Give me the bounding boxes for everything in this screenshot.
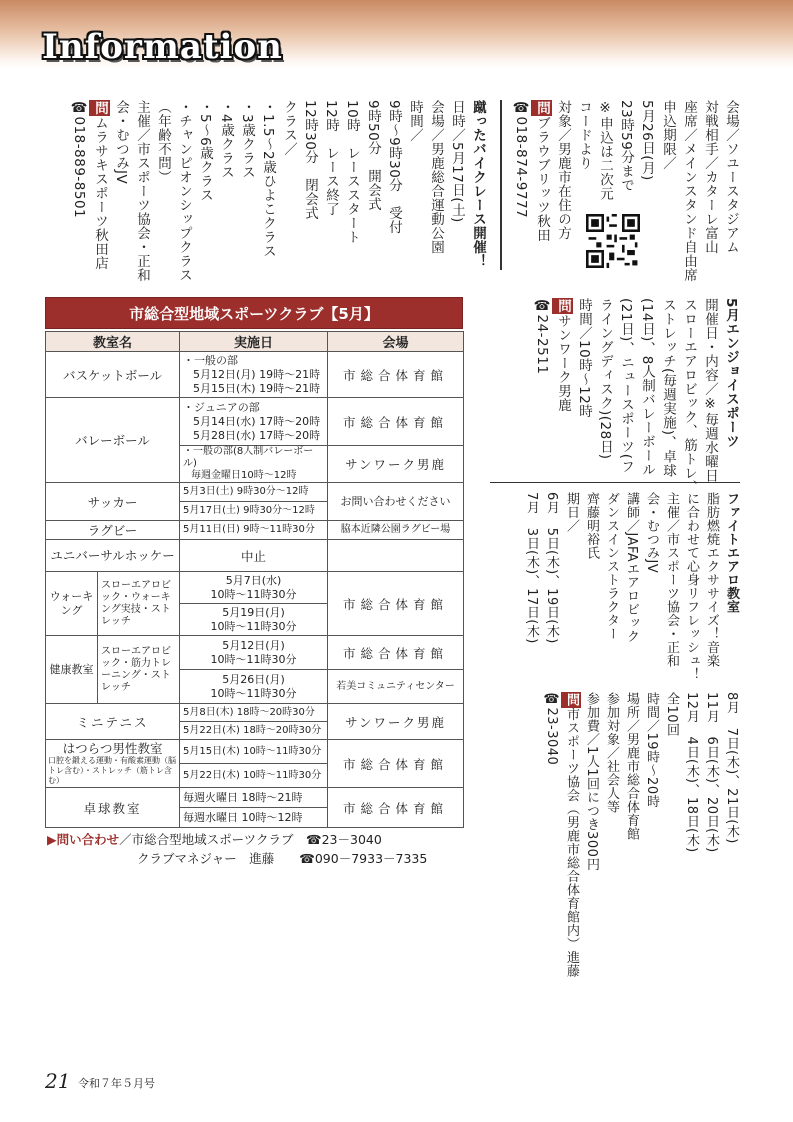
contact-label: ▶問い合わせ bbox=[47, 832, 120, 847]
bike-line: ・3歳クラス bbox=[239, 100, 255, 180]
footer-line-2 bbox=[47, 849, 427, 868]
footer-line-1 bbox=[47, 830, 427, 849]
dates-cell bbox=[180, 604, 328, 636]
aero-line: 全10回 bbox=[664, 692, 679, 737]
aero-contact bbox=[561, 692, 581, 978]
contact-tel: ☎23－3040 bbox=[306, 832, 382, 847]
aero-line: 講師／JAFAエアロビック bbox=[624, 492, 639, 644]
dates-cell bbox=[180, 352, 328, 398]
venue-cell: サンワーク男鹿 bbox=[328, 446, 464, 483]
soccer-line: ※申込は二次元 bbox=[597, 100, 613, 201]
column-header: 教室名 bbox=[46, 332, 180, 352]
date-line: 5月19日(月) bbox=[222, 605, 285, 619]
class-name: サッカー bbox=[46, 483, 180, 521]
bike-line: 会・むつみJV bbox=[113, 100, 129, 185]
enjoy-line: 開催日・内容／※毎週水曜日 bbox=[702, 298, 718, 483]
date-line: 5月3日(土) 9時30分～12時 bbox=[180, 483, 328, 502]
venue-cell: お問い合わせください bbox=[328, 483, 464, 521]
aero-line: 6月 5日(木)、19日(木) bbox=[544, 492, 559, 644]
aero-line: 時間／19時～20時 bbox=[644, 692, 659, 809]
table-row bbox=[46, 636, 464, 670]
class-subtitle: スローエアロビック・筋力トレーニング・ストレッチ bbox=[98, 636, 180, 704]
aero-line: 8月 7日(木)、21日(木) bbox=[724, 692, 739, 844]
contact-org: ／市総合型地域スポーツクラブ bbox=[119, 832, 294, 847]
contact-name: ムラサキスポーツ秋田店 bbox=[92, 116, 108, 270]
enjoy-line: (14日)、8人制バレーボール bbox=[639, 298, 655, 477]
contact-tel: 24-2511 bbox=[534, 314, 550, 375]
date-line: 毎週火曜日 18時～21時 bbox=[180, 788, 328, 808]
venue-cell bbox=[328, 540, 464, 572]
enjoy-line: ストレッチ(毎週実施)、卓球 bbox=[660, 298, 676, 478]
bike-line: （年齢不問） bbox=[155, 100, 171, 184]
venue-cell: 市総合体育館 bbox=[328, 352, 464, 398]
class-name: ウォーキング bbox=[46, 572, 98, 636]
column-header: 実施日 bbox=[180, 332, 328, 352]
contact-badge: 問 bbox=[89, 100, 110, 116]
bike-line: 9時50分 開会式 bbox=[365, 100, 381, 212]
date-line: 5月15日(木) 19時～21時 bbox=[193, 381, 321, 395]
venue-cell: 市総合体育館 bbox=[328, 636, 464, 670]
bike-race-title: 蹴ったバイクレース開催！ bbox=[470, 100, 486, 268]
class-name: 卓球教室 bbox=[46, 788, 180, 828]
soccer-line: 座席／メインスタンド自由席 bbox=[681, 100, 697, 282]
bike-line: ・5～6歳クラス bbox=[197, 100, 213, 203]
venue-cell: 市総合体育館 bbox=[328, 788, 464, 828]
bike-line: 9時～9時30分 受付 bbox=[386, 100, 402, 235]
table-row bbox=[46, 398, 464, 446]
aero-line: 脂肪燃焼エクササイズ！音楽 bbox=[704, 492, 719, 668]
phone-icon: ☎ bbox=[513, 100, 529, 117]
aero-line: 場所／男鹿市総合体育館 bbox=[624, 692, 639, 841]
bike-tel bbox=[68, 100, 89, 280]
date-line: 10時～11時30分 bbox=[210, 587, 297, 601]
class-name-cell bbox=[46, 740, 180, 788]
table-row bbox=[46, 540, 464, 572]
date-line: 5月12日(月) bbox=[222, 638, 285, 652]
bike-line: 主催／市スポーツ協会・正和 bbox=[134, 100, 150, 282]
column-header: 会場 bbox=[328, 332, 464, 352]
class-subtitle: スローエアロビック・ウォーキング実技・ストレッチ bbox=[98, 572, 180, 636]
bike-line: 12時30分 閉会式 bbox=[302, 100, 318, 221]
bike-line: 日時／5月17日(土) bbox=[449, 100, 465, 223]
bike-line: ・4歳クラス bbox=[218, 100, 234, 180]
qr-code-icon bbox=[586, 214, 640, 268]
column-divider bbox=[500, 100, 502, 270]
enjoy-line: スローエアロビック、筋トレ、 bbox=[681, 298, 697, 494]
club-schedule-table bbox=[45, 331, 464, 828]
footer-contact bbox=[47, 830, 427, 868]
date-line: 毎週金曜日10時～12時 bbox=[191, 470, 297, 481]
phone-icon: ☎ bbox=[544, 692, 559, 708]
venue-cell: 市総合体育館 bbox=[328, 740, 464, 788]
bike-line: ・チャンピオンシップクラス bbox=[176, 100, 192, 282]
aero-line: 参加対象／社会人等 bbox=[604, 692, 619, 814]
bike-line: クラス／ bbox=[281, 100, 297, 156]
dates-cell bbox=[180, 572, 328, 604]
contact-name: サンワーク男鹿 bbox=[555, 314, 571, 412]
club-table-title: 市総合型地域スポーツクラブ【5月】 bbox=[45, 297, 463, 329]
dates-cell bbox=[180, 636, 328, 670]
date-line: 5月14日(水) 17時～20時 bbox=[193, 414, 321, 428]
issue-label: 令和７年５月号 bbox=[78, 1077, 155, 1090]
class-subtitle: 口腔を鍛える運動・有酸素運動（脳トレ含む）・ストレッチ（筋トレ含む） bbox=[48, 756, 176, 785]
soccer-line: 5月26日(月) bbox=[639, 100, 655, 181]
phone-icon: ☎ bbox=[534, 298, 550, 315]
bike-race-info bbox=[68, 100, 488, 280]
date-line: 10時～11時30分 bbox=[210, 619, 297, 633]
aero-title: ファイトエアロ教室 bbox=[724, 492, 739, 614]
date-line: 5月17日(土) 9時30分～12時 bbox=[180, 502, 328, 521]
bike-line: 12時 レース終了 bbox=[323, 100, 339, 217]
date-line: ・一般の部(8人制バレーボール) bbox=[183, 446, 314, 469]
contact-tel: ☎090－7933－7335 bbox=[299, 851, 428, 866]
enjoy-tel bbox=[531, 298, 552, 473]
class-name: ユニバーサルホッケー bbox=[46, 540, 180, 572]
soccer-line: 対戦相手／カターレ富山 bbox=[702, 100, 718, 254]
dates-cell bbox=[180, 670, 328, 704]
date-line: 5月22日(木) 18時～20時30分 bbox=[180, 722, 328, 740]
class-name: 健康教室 bbox=[46, 636, 98, 704]
date-line: 5月28日(水) 17時～20時 bbox=[193, 428, 321, 442]
table-row bbox=[46, 572, 464, 604]
contact-badge: 問 bbox=[561, 692, 581, 708]
class-name: バレーボール bbox=[46, 398, 180, 483]
table-row bbox=[46, 483, 464, 502]
contact-name: 市スポーツ協会（男鹿市総合体育館内）進藤 bbox=[564, 707, 579, 978]
contact-tel: 018-889-8501 bbox=[71, 116, 87, 219]
venue-cell: 市総合体育館 bbox=[328, 572, 464, 636]
date-line: 5月11日(日) 9時～11時30分 bbox=[180, 521, 328, 540]
class-name: ラグビー bbox=[46, 521, 180, 540]
class-name: バスケットボール bbox=[46, 352, 180, 398]
phone-icon: ☎ bbox=[71, 100, 87, 117]
aero-line: に合わせて心身リフレッシュ！ bbox=[684, 492, 699, 681]
date-line: 5月22日(木) 10時～11時30分 bbox=[180, 764, 328, 788]
contact-badge: 問 bbox=[531, 100, 552, 116]
aero-line: ダンスインストラクター bbox=[604, 492, 619, 641]
dates-cell bbox=[180, 446, 328, 483]
table-row bbox=[46, 521, 464, 540]
class-name: はつらつ男性教室 bbox=[62, 741, 163, 756]
enjoy-line: (21日)、ニュースポーツ(フ bbox=[618, 298, 634, 474]
contact-person: クラブマネジャー 進藤 bbox=[137, 851, 275, 866]
date-line: 中止 bbox=[180, 540, 328, 572]
enjoy-title: 5月エンジョイスポーツ bbox=[723, 298, 739, 448]
date-line: 毎週水曜日 10時～12時 bbox=[180, 808, 328, 828]
contact-name: ブラウブリッツ秋田 bbox=[534, 116, 550, 242]
soccer-line: 23時59分まで bbox=[618, 100, 634, 193]
table-row bbox=[46, 788, 464, 808]
date-line: 5月7日(水) bbox=[225, 573, 282, 587]
bike-line: ・1.5～2歳ひよこクラス bbox=[260, 100, 276, 259]
date-line: 10時～11時30分 bbox=[210, 652, 297, 666]
table-row bbox=[46, 704, 464, 722]
enjoy-line: 時間／10時～12時 bbox=[576, 298, 592, 419]
venue-cell: 若美コミュニティセンター bbox=[328, 670, 464, 704]
contact-badge: 問 bbox=[552, 298, 573, 314]
venue-cell: サンワーク男鹿 bbox=[328, 704, 464, 740]
bike-contact bbox=[89, 100, 110, 280]
contact-tel: 018-874-9777 bbox=[513, 116, 529, 219]
class-name: ミニテニス bbox=[46, 704, 180, 740]
bike-line: 10時 レーススタート bbox=[344, 100, 360, 245]
table-row bbox=[46, 352, 464, 398]
page-number: 21 bbox=[45, 1069, 71, 1093]
aero-line: 会・むつみJV bbox=[644, 492, 659, 574]
aero-line: 期日／ bbox=[564, 492, 579, 533]
dates-cell bbox=[180, 398, 328, 446]
date-line: ・一般の部 bbox=[183, 353, 239, 367]
soccer-line: 申込期限／ bbox=[660, 100, 676, 170]
aero-line: 12月 4日(木)、18日(木) bbox=[684, 692, 699, 853]
soccer-contact bbox=[531, 100, 552, 280]
enjoy-contact bbox=[552, 298, 573, 473]
table-header-row bbox=[46, 332, 464, 352]
enjoy-line: ライングディスク)(28日) bbox=[597, 298, 613, 460]
venue-cell: 脇本近隣公園ラグビー場 bbox=[328, 521, 464, 540]
soccer-tel bbox=[510, 100, 531, 280]
section-divider bbox=[490, 482, 740, 483]
date-line: 5月15日(木) 10時～11時30分 bbox=[180, 740, 328, 764]
enjoy-sports-info bbox=[531, 298, 741, 494]
fight-aero-info-2 bbox=[541, 692, 741, 978]
date-line: 5月8日(木) 18時～20時30分 bbox=[180, 704, 328, 722]
aero-line: 11月 6日(木)、20日(木) bbox=[704, 692, 719, 853]
bike-line: 時間／ bbox=[407, 100, 423, 142]
aero-line: 参加費／1人1回につき300円 bbox=[584, 692, 599, 871]
soccer-line: 対象／男鹿市在住の方 bbox=[555, 100, 571, 240]
date-line: 5月12日(月) 19時～21時 bbox=[193, 367, 321, 381]
soccer-line: コードより bbox=[576, 100, 592, 170]
table-row bbox=[46, 740, 464, 764]
date-line: ・ジュニアの部 bbox=[183, 400, 260, 414]
bike-line: 会場／男鹿総合運動公園 bbox=[428, 100, 444, 254]
venue-cell: 市総合体育館 bbox=[328, 398, 464, 446]
aero-line: 7月 3日(木)、17日(木) bbox=[524, 492, 539, 644]
aero-tel bbox=[541, 692, 561, 872]
contact-tel: 23-3040 bbox=[544, 707, 559, 766]
page-heading: Information bbox=[42, 27, 283, 67]
soccer-line: 会場／ソユースタジアム bbox=[723, 100, 739, 254]
aero-line: 主催／市スポーツ協会・正和 bbox=[664, 492, 679, 668]
aero-line: 齊藤明裕氏 bbox=[584, 492, 599, 560]
date-line: 10時～11時30分 bbox=[210, 686, 297, 700]
fight-aero-info bbox=[521, 492, 741, 681]
date-line: 5月26日(月) bbox=[222, 672, 285, 686]
